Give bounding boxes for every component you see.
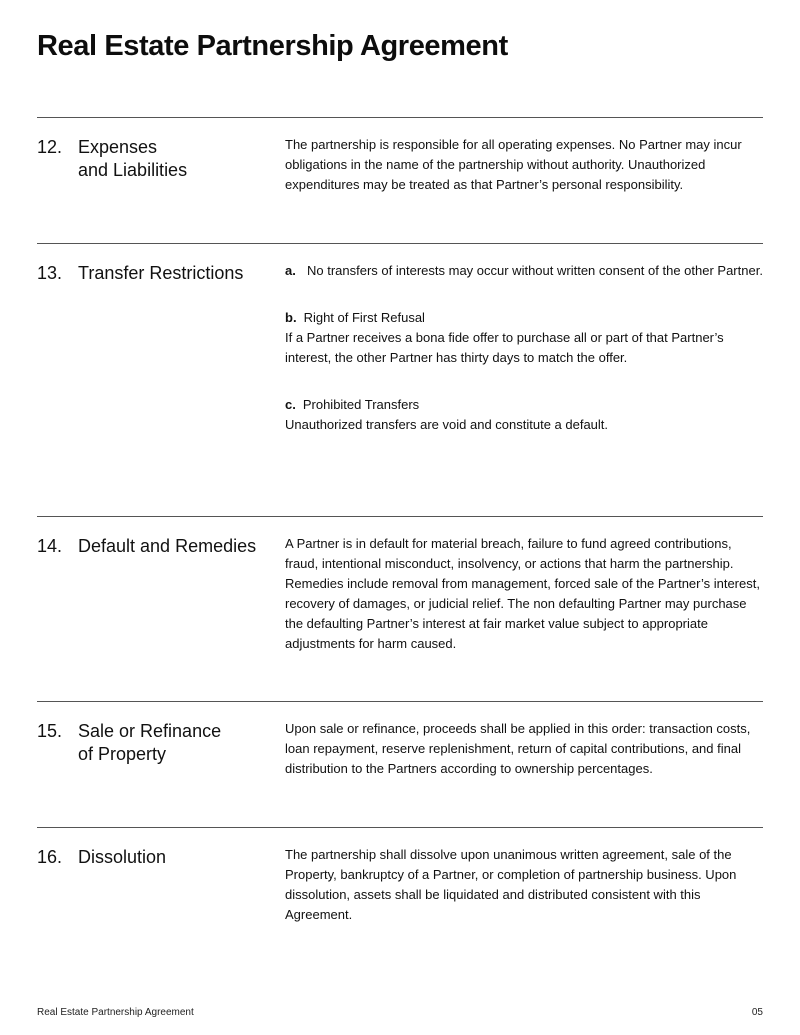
subclause-text: If a Partner receives a bona fide offer to purchase all or part of that Partner’s interest, the other Partner has thirty days to match the offer.: [285, 330, 724, 365]
section-title-line: Transfer Restrictions: [78, 263, 244, 283]
section-dissolution: [37, 827, 763, 968]
section-number: 15.: [37, 721, 63, 741]
section-paragraph: A Partner is in default for material breach, failure to fund agreed contributions, fraud, intentional misconduct, insolvency, or actions that harm the partnership. Remedies include removal from management, forced sale of the Partner’s interest, recovery of damages, or judicial relief. The non defaulting Partner may purchase the defaulting Partner’s interest at fair market value subject to appropriate adjustments for harm caused.: [285, 536, 760, 651]
subclause-b: [285, 308, 763, 368]
section-body: [285, 534, 763, 654]
section-number: 16.: [37, 847, 63, 867]
section-paragraph: The partnership shall dissolve upon unanimous written agreement, sale of the Property, bankruptcy of a Partner, or completion of partnership business. Upon dissolution, assets shall be liquidated and distributed consistent with this Agreement.: [285, 847, 737, 922]
subclause-heading: [285, 395, 763, 415]
section-title: [78, 846, 278, 869]
section-paragraph: The partnership is responsible for all operating expenses. No Partner may incur obligations in the name of the partnership without authority. Unauthorized expenditures may be treated as that Partner’s personal responsibility.: [285, 137, 742, 192]
subclause-text: No transfers of interests may occur without written consent of the other Partner.: [307, 263, 763, 278]
section-sale-refinance: [37, 701, 763, 828]
section-title-line: of Property: [78, 744, 167, 764]
section-expenses-liabilities: [37, 117, 763, 244]
subclause-heading-text: Prohibited Transfers: [302, 397, 420, 412]
subclause-letter: a.: [285, 263, 296, 278]
section-transfer-restrictions: [37, 243, 763, 517]
section-title: [78, 136, 278, 182]
section-number: 12.: [37, 137, 63, 157]
subclause-c: [285, 395, 763, 435]
section-title-line: and Liabilities: [78, 160, 188, 180]
section-paragraph: Upon sale or refinance, proceeds shall be applied in this order: transaction costs, loan repayment, reserve replenishment, return of capital contributions, and final distribution to the Partners according to ownership percentages.: [285, 721, 751, 776]
section-title-line: Expenses: [78, 137, 158, 157]
section-default-remedies: [37, 516, 763, 702]
section-body: [285, 261, 763, 435]
section-body: [285, 845, 763, 925]
subclause-heading-text: Right of First Refusal: [303, 310, 425, 325]
document-page: [37, 0, 763, 1035]
section-title: [78, 535, 278, 558]
section-number: 13.: [37, 263, 63, 283]
subclause-letter: b.: [285, 310, 297, 325]
subclause-heading: [285, 308, 763, 328]
section-title: [78, 720, 278, 766]
section-title-line: Dissolution: [78, 847, 167, 867]
document-title: Real Estate Partnership Agreement: [37, 30, 508, 62]
section-title: [78, 262, 278, 285]
section-number: 14.: [37, 536, 63, 556]
footer-page-number: 05: [751, 1007, 763, 1018]
section-title-line: Default and Remedies: [78, 536, 257, 556]
footer-document-title: Real Estate Partnership Agreement: [37, 1007, 194, 1018]
subclause-a: [285, 261, 763, 281]
section-title-line: Sale or Refinance: [78, 721, 222, 741]
subclause-letter: c.: [285, 397, 296, 412]
subclause-text: Unauthorized transfers are void and constitute a default.: [285, 417, 609, 432]
section-body: [285, 135, 763, 195]
section-body: [285, 719, 763, 779]
